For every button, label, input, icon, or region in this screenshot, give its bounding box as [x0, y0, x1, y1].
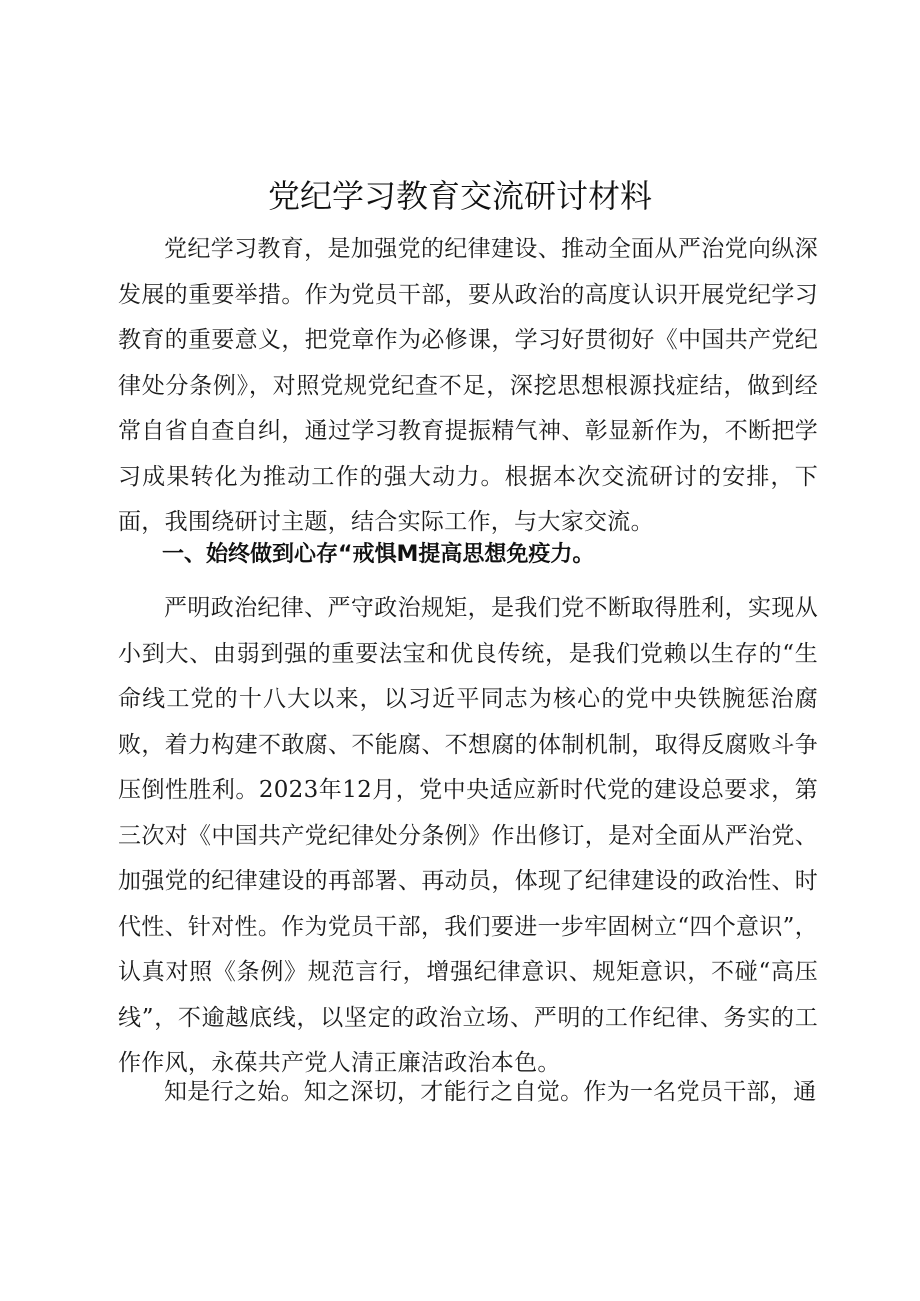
intro-paragraph: 党纪学习教育，是加强党的纪律建设、推动全面从严治党向纵深发展的重要举措。作为党员干部，要从政治的高度认识开展党纪学习教育的重要意义，把党章作为必修课，学习好贯彻好《中国共产党纪律处分条例》，对照党规党纪查不足，深挖思想根源找症结，做到经常自省自查自纠，通过学习教育提振精气神、彰显新作为，不断把学习成果转化为推动工作的强大动力。根据本次交流研讨的安排，下面，我围绕研讨主题，结合实际工作，与大家交流。 — [118, 236, 818, 535]
body-paragraph-continued: 知是行之始。知之深切，才能行之自觉。作为一名党员干部，通 — [164, 1079, 817, 1105]
document-title: 党纪学习教育交流研讨材料 — [267, 177, 652, 215]
body-paragraph: 严明政治纪律、严守政治规矩，是我们党不断取得胜利，实现从小到大、由弱到强的重要法宝和优良传统，是我们党赖以生存的“生命线工党的十八大以来，以习近平同志为核心的党中央铁腕惩治腐败，着力构建不敢腐、不能腐、不想腐的体制机制，取得反腐败斗争压倒性胜利。2023年12月，党中央适应新时代党的建设总要求，第三次对《中国共产党纪律处分条例》作出修订，是对全面从严治党、加强党的纪律建设的再部署、再动员，体现了纪律建设的政治性、时代性、针对性。作为党员干部，我们要进一步牢固树立“四个意识”，认真对照《条例》规范言行，增强纪律意识、规矩意识，不碰“高压线”，不逾越底线，以坚定的政治立场、严明的工作纪律、务实的工作作风，永葆共产党人清正廉洁政治本色。 — [118, 595, 818, 1076]
section-heading: 一、始终做到心存“戒惧M提高思想免疫力。 — [162, 542, 595, 567]
